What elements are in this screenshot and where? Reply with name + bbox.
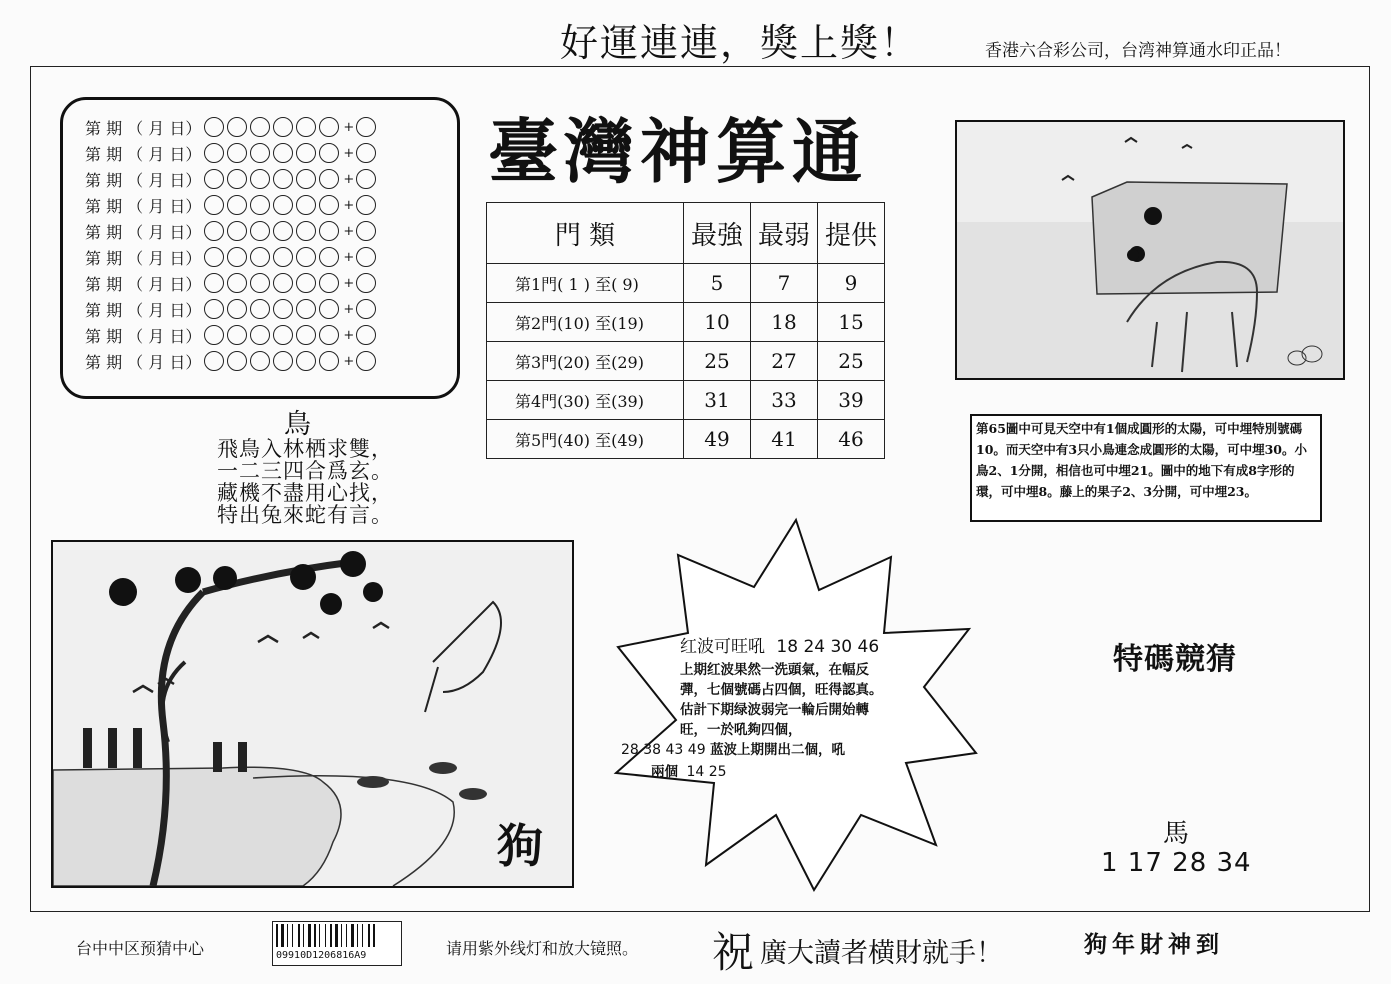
strongest-number: 10 <box>684 303 751 342</box>
header-category: 門 類 <box>487 203 684 264</box>
number-circle <box>296 169 316 189</box>
number-circle <box>296 195 316 215</box>
strongest-number: 25 <box>684 342 751 381</box>
wave-title: 红波可旺吼 <box>680 637 765 657</box>
number-circle <box>204 195 224 215</box>
poem-line: 特出兔來蛇有言。 <box>217 503 393 527</box>
special-number-circle <box>356 117 376 137</box>
page-title: 臺灣神算通 <box>488 110 868 193</box>
table-row <box>487 264 885 303</box>
barcode-bar <box>362 924 363 947</box>
table-row <box>487 303 885 342</box>
barcode-bar <box>368 924 370 947</box>
final-pick-numbers: 14 25 <box>686 764 727 780</box>
poem-line: 藏機不盡用心找， <box>217 481 393 505</box>
number-circle <box>296 221 316 241</box>
number-circle <box>227 221 247 241</box>
number-circle <box>319 273 339 293</box>
number-circle <box>296 247 316 267</box>
provided-number: 46 <box>818 420 885 459</box>
number-circle <box>250 273 270 293</box>
barcode-text: 09910D1206816A9 <box>276 950 367 961</box>
special-numbers: 1 17 28 34 <box>1101 848 1252 878</box>
draw-row-label: 第 期 （ 月 日） <box>85 222 202 242</box>
poem-line: 飛鳥入林栖求雙， <box>217 437 393 461</box>
number-circle <box>204 143 224 163</box>
draw-row-label: 第 期 （ 月 日） <box>85 118 202 138</box>
plus-sign: + <box>343 171 355 187</box>
special-guess-title: 特碼競猜 <box>1113 642 1237 677</box>
gate-category: 第1門( 1 ) 至( 9) <box>487 264 684 303</box>
barcode-bar <box>357 924 358 947</box>
number-circle <box>273 325 293 345</box>
strongest-number: 49 <box>684 420 751 459</box>
weakest-number: 33 <box>751 381 818 420</box>
weakest-number: 41 <box>751 420 818 459</box>
special-number-circle <box>356 325 376 345</box>
number-circle <box>250 247 270 267</box>
barcode-bar <box>330 924 332 947</box>
wave-prediction <box>680 632 879 657</box>
number-circle <box>319 351 339 371</box>
number-circle <box>227 169 247 189</box>
weakest-number: 27 <box>751 342 818 381</box>
special-number-circle <box>356 195 376 215</box>
poem-line: 一二三四合爲玄。 <box>217 459 393 483</box>
number-circle <box>204 221 224 241</box>
number-circle <box>204 117 224 137</box>
plus-sign: + <box>343 119 355 135</box>
draw-record-row <box>85 296 376 322</box>
watermark-note: 香港六合彩公司，台湾神算通水印正品！ <box>985 41 1291 61</box>
number-circle <box>204 273 224 293</box>
gate-table <box>486 202 885 459</box>
number-circle <box>273 351 293 371</box>
number-circle <box>250 325 270 345</box>
special-number-circle <box>356 169 376 189</box>
draw-row-label: 第 期 （ 月 日） <box>85 300 202 320</box>
barcode-bars <box>273 922 400 949</box>
barcode-bar <box>292 924 293 947</box>
provided-number: 9 <box>818 264 885 303</box>
barcode-bar <box>276 924 278 947</box>
number-circle <box>296 117 316 137</box>
number-circle <box>250 351 270 371</box>
number-circle <box>319 299 339 319</box>
number-circle <box>204 325 224 345</box>
draw-row-label: 第 期 （ 月 日） <box>85 274 202 294</box>
special-number-circle <box>356 273 376 293</box>
barcode-bar <box>319 924 320 947</box>
draw-record-panel <box>60 97 460 399</box>
number-circle <box>204 351 224 371</box>
number-circle <box>227 195 247 215</box>
header-weakest: 最弱 <box>751 203 818 264</box>
wave-analysis: 上期红波果然一洗頭氣，在幅反彈，七個號碼占四個，旺得認真。估計下期绿波弱完一輪后開始轉旺，一於吼夠四個， <box>680 662 883 738</box>
poem <box>217 438 393 526</box>
gate-category: 第3門(20) 至(29) <box>487 342 684 381</box>
goat-illustration <box>955 120 1345 380</box>
special-number-circle <box>356 299 376 319</box>
blessing-text: 廣大讀者横財就手！ <box>760 938 1003 969</box>
number-circle <box>273 273 293 293</box>
table-header-row <box>487 203 885 264</box>
wave-numbers: 18 24 30 46 <box>776 637 880 657</box>
number-circle <box>273 169 293 189</box>
weakest-number: 18 <box>751 303 818 342</box>
header-provided: 提供 <box>818 203 885 264</box>
scene-zodiac: 狗 <box>497 819 543 873</box>
draw-row-label: 第 期 （ 月 日） <box>85 326 202 346</box>
draw-row-label: 第 期 （ 月 日） <box>85 144 202 164</box>
barcode-bar <box>308 924 311 947</box>
special-zodiac: 馬 <box>1163 819 1190 849</box>
table-row <box>487 342 885 381</box>
number-circle <box>273 221 293 241</box>
weakest-number: 7 <box>751 264 818 303</box>
number-circle <box>250 169 270 189</box>
blue-wave-text: 蓝波上期開出二個，吼 <box>710 742 846 758</box>
number-circle <box>319 117 339 137</box>
draw-record-row <box>85 322 376 348</box>
provided-number: 39 <box>818 381 885 420</box>
gate-category: 第5門(40) 至(49) <box>487 420 684 459</box>
barcode-bar <box>298 924 300 947</box>
poem-zodiac: 鳥 <box>284 409 311 440</box>
provided-number: 15 <box>818 303 885 342</box>
draw-row-label: 第 期 （ 月 日） <box>85 170 202 190</box>
blessing-big-char: 祝 <box>712 928 755 977</box>
number-circle <box>204 169 224 189</box>
number-circle <box>227 143 247 163</box>
draw-record-row <box>85 218 376 244</box>
number-circle <box>250 195 270 215</box>
draw-record-row <box>85 244 376 270</box>
number-circle <box>227 299 247 319</box>
special-number-circle <box>356 247 376 267</box>
plus-sign: + <box>343 327 355 343</box>
number-circle <box>319 143 339 163</box>
number-circle <box>296 143 316 163</box>
number-circle <box>227 117 247 137</box>
draw-record-row <box>85 192 376 218</box>
draw-row-label: 第 期 （ 月 日） <box>85 352 202 372</box>
table-row <box>487 381 885 420</box>
wave-numbers-2: 28 38 43 49 <box>621 742 706 758</box>
barcode-bar <box>281 924 284 947</box>
strongest-number: 5 <box>684 264 751 303</box>
number-circle <box>319 195 339 215</box>
riddle-illustration <box>51 540 574 888</box>
barcode-bar <box>346 924 347 947</box>
number-circle <box>227 273 247 293</box>
number-circle <box>319 247 339 267</box>
provided-number: 25 <box>818 342 885 381</box>
barcode-bar <box>314 924 316 947</box>
plus-sign: + <box>343 275 355 291</box>
plus-sign: + <box>343 249 355 265</box>
table-row <box>487 420 885 459</box>
draw-record-row <box>85 270 376 296</box>
barcode-bar <box>341 924 342 947</box>
barcode-bar <box>335 924 338 947</box>
number-circle <box>273 247 293 267</box>
strongest-number: 31 <box>684 381 751 420</box>
number-circle <box>250 117 270 137</box>
number-circle <box>227 247 247 267</box>
riddle-explanation: 第65圖中可見天空中有1個成圓形的太陽，可中埋特別號碼10。而天空中有3只小鳥連念成圓形的太陽，可中埋30。小鳥2、1分開，相信也可中埋21。圖中的地下有成8字形的環，可中埋8。藤上的果子2、3分開，可中埋23。 <box>970 414 1322 522</box>
plus-sign: + <box>343 301 355 317</box>
final-pick-line <box>651 760 727 780</box>
number-circle <box>250 143 270 163</box>
header-strongest: 最強 <box>684 203 751 264</box>
number-circle <box>319 325 339 345</box>
plus-sign: + <box>343 145 355 161</box>
plus-sign: + <box>343 197 355 213</box>
barcode-bar <box>325 924 326 947</box>
plus-sign: + <box>343 223 355 239</box>
draw-row-label: 第 期 （ 月 日） <box>85 248 202 268</box>
number-circle <box>273 117 293 137</box>
number-circle <box>250 299 270 319</box>
special-number-circle <box>356 143 376 163</box>
draw-record-row <box>85 166 376 192</box>
center-name: 台中中区预猜中心 <box>76 939 205 958</box>
barcode-bar <box>287 924 288 947</box>
number-circle <box>250 221 270 241</box>
final-pick-label: 兩個 <box>651 764 678 780</box>
plus-sign: + <box>343 353 355 369</box>
number-circle <box>296 325 316 345</box>
number-circle <box>273 195 293 215</box>
gate-category: 第4門(30) 至(39) <box>487 381 684 420</box>
number-circle <box>204 247 224 267</box>
number-circle <box>296 351 316 371</box>
special-number-circle <box>356 351 376 371</box>
draw-record-row <box>85 114 376 140</box>
draw-record-row <box>85 140 376 166</box>
number-circle <box>319 169 339 189</box>
uv-note: 请用紫外线灯和放大镜照。 <box>446 939 639 958</box>
barcode-bar <box>303 924 304 947</box>
goat-scene <box>957 122 1343 378</box>
barcode-bar <box>351 924 354 947</box>
draw-record-row <box>85 348 376 374</box>
number-circle <box>296 273 316 293</box>
number-circle <box>319 221 339 241</box>
number-circle <box>227 325 247 345</box>
number-circle <box>273 143 293 163</box>
number-circle <box>227 351 247 371</box>
top-slogan: 好運連連，獎上獎！ <box>560 21 921 65</box>
gate-category: 第2門(10) 至(19) <box>487 303 684 342</box>
blue-wave-line <box>621 738 845 758</box>
number-circle <box>296 299 316 319</box>
tree-pond-illustration <box>53 542 572 886</box>
barcode-bar <box>373 924 375 947</box>
number-circle <box>273 299 293 319</box>
year-slogan: 狗年財神到 <box>1084 931 1224 958</box>
draw-row-label: 第 期 （ 月 日） <box>85 196 202 216</box>
number-circle <box>204 299 224 319</box>
special-number-circle <box>356 221 376 241</box>
